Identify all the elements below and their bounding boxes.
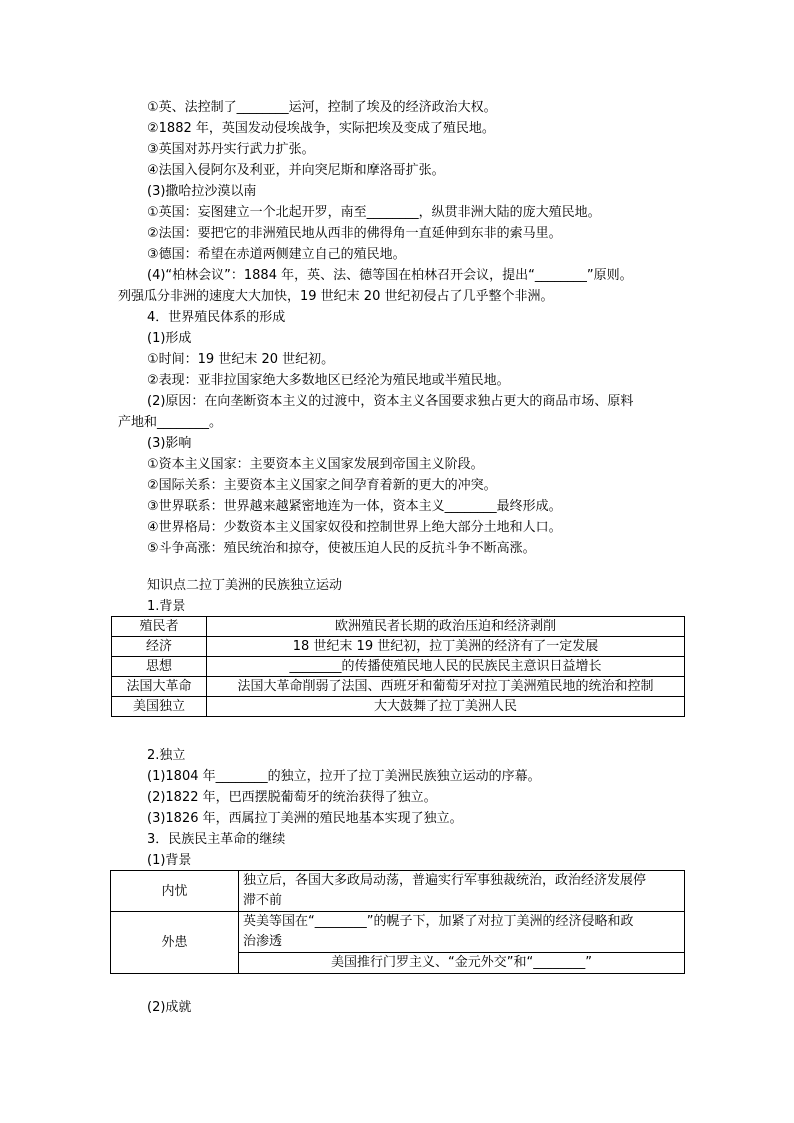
text-line: ④法国入侵阿尔及利亚，并向突尼斯和摩洛哥扩张。 xyxy=(147,163,445,178)
table-cell-content: 欧洲殖民者长期的政治压迫和经济剥削 xyxy=(207,617,685,637)
continuation-table xyxy=(110,870,685,974)
table-row xyxy=(112,697,685,717)
text-line: (2)1822 年，巴西摆脱葡萄牙的统治获得了独立。 xyxy=(147,790,437,805)
text-line: ①英、法控制了________运河，控制了埃及的经济政治大权。 xyxy=(147,100,497,115)
table-row xyxy=(112,617,685,637)
text-line: ③世界联系：世界越来越紧密地连为一体，资本主义________最终形成。 xyxy=(147,499,562,514)
text-line: 产地和________。 xyxy=(118,415,223,430)
table-cell-label: 外患 xyxy=(111,912,239,974)
text-line: (4)“柏林会议”：1884 年，英、法、德等国在柏林召开会议，提出“________”原则。 xyxy=(147,268,633,283)
table-cell-label: 美国独立 xyxy=(112,697,207,717)
cell-line: 滞不前 xyxy=(243,893,283,908)
text-line: 列强瓜分非洲的速度大大加快，19 世纪末 20 世纪初侵占了几乎整个非洲。 xyxy=(118,289,554,304)
text-line: ①资本主义国家：主要资本主义国家发展到帝国主义阶段。 xyxy=(147,457,484,472)
table-cell-content xyxy=(239,871,685,912)
table-cell-content xyxy=(239,912,685,953)
cell-line: 英美等国在“________”的幌子下，加紧了对拉丁美洲的经济侵略和政 xyxy=(243,914,634,929)
section-heading: 知识点二拉丁美洲的民族独立运动 xyxy=(147,578,343,593)
table-cell-label: 殖民者 xyxy=(112,617,207,637)
text-line: ④世界格局：少数资本主义国家奴役和控制世界上绝大部分土地和人口。 xyxy=(147,520,562,535)
table-cell-content: 美国推行门罗主义、“金元外交”和“________” xyxy=(239,953,685,974)
cell-line: 独立后，各国大多政局动荡，普遍实行军事独裁统治，政治经济发展停 xyxy=(243,873,647,888)
text-line: ②表现：亚非拉国家绝大多数地区已经沦为殖民地或半殖民地。 xyxy=(147,373,510,388)
text-line: (3)影响 xyxy=(147,436,192,451)
table-cell-label: 思想 xyxy=(112,657,207,677)
text-line: (3)1826 年，西属拉丁美洲的殖民地基本实现了独立。 xyxy=(147,811,463,826)
table-row xyxy=(112,637,685,657)
text-line: ③德国：希望在赤道两侧建立自己的殖民地。 xyxy=(147,247,406,262)
table-row xyxy=(111,871,685,912)
text-line: ①英国：妄图建立一个北起开罗，南至________，纵贯非洲大陆的庞大殖民地。 xyxy=(147,205,601,220)
table-cell-label: 经济 xyxy=(112,637,207,657)
table-cell-content: 18 世纪末 19 世纪初，拉丁美洲的经济有了一定发展 xyxy=(207,637,685,657)
text-line: (3)撒哈拉沙漠以南 xyxy=(147,184,257,199)
table-row xyxy=(111,912,685,953)
text-line: ②国际关系：主要资本主义国家之间孕育着新的更大的冲突。 xyxy=(147,478,497,493)
table-row xyxy=(112,677,685,697)
text-line: ②1882 年，英国发动侵埃战争，实际把埃及变成了殖民地。 xyxy=(147,121,495,136)
text-line: 3．民族民主革命的继续 xyxy=(147,832,286,847)
text-line: ①时间：19 世纪末 20 世纪初。 xyxy=(147,352,335,367)
text-line: (1)1804 年________的独立，拉开了拉丁美洲民族独立运动的序幕。 xyxy=(147,769,541,784)
text-line: ⑤斗争高涨：殖民统治和掠夺，使被压迫人民的反抗斗争不断高涨。 xyxy=(147,541,536,556)
text-line: (1)背景 xyxy=(147,853,192,868)
text-line: (2)成就 xyxy=(147,1000,192,1015)
text-line: (2)原因：在向垄断资本主义的过渡中，资本主义各国要求独占更大的商品市场、原料 xyxy=(147,394,634,409)
cell-line: 治渗透 xyxy=(243,934,283,949)
table-cell-content: ________的传播使殖民地人民的民族民主意识日益增长 xyxy=(207,657,685,677)
background-table xyxy=(111,616,685,717)
table-cell-content: 大大鼓舞了拉丁美洲人民 xyxy=(207,697,685,717)
text-line: 4．世界殖民体系的形成 xyxy=(147,310,286,325)
text-line: 1.背景 xyxy=(147,599,186,614)
table-row xyxy=(112,657,685,677)
table-cell-label: 内忧 xyxy=(111,871,239,912)
table-cell-content: 法国大革命削弱了法国、西班牙和葡萄牙对拉丁美洲殖民地的统治和控制 xyxy=(207,677,685,697)
text-line: 2.独立 xyxy=(147,748,186,763)
text-line: (1)形成 xyxy=(147,331,192,346)
text-line: ②法国：要把它的非洲殖民地从西非的佛得角一直延伸到东非的索马里。 xyxy=(147,226,562,241)
text-line: ③英国对苏丹实行武力扩张。 xyxy=(147,142,315,157)
table-cell-label: 法国大革命 xyxy=(112,677,207,697)
